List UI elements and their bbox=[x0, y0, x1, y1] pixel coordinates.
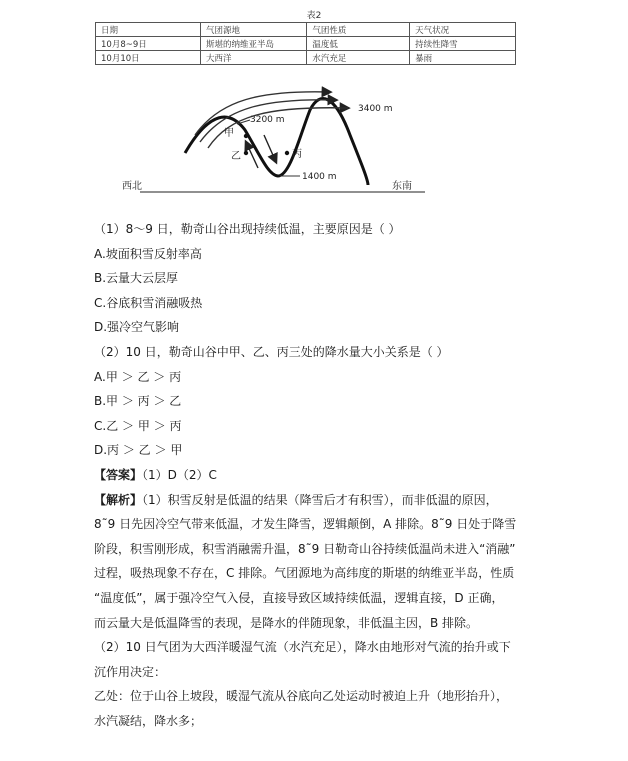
q1-option-b: B.云量大云层厚 bbox=[94, 271, 179, 286]
table-row bbox=[96, 37, 516, 51]
q2-option-d: D.丙 ＞ 乙 ＞ 甲 bbox=[94, 443, 183, 458]
table-cell: 水汽充足 bbox=[307, 51, 410, 65]
q1-option-a: A.坡面积雪反射率高 bbox=[94, 246, 202, 261]
question-body bbox=[94, 217, 540, 733]
analysis-line: “温度低”，属于强冷空气入侵，直接导致区域持续低温，逻辑直接，D 正确， bbox=[94, 590, 504, 605]
airflow-arrow bbox=[246, 142, 258, 168]
analysis-label: 【解析】 bbox=[94, 492, 143, 507]
table-cell: 温度低 bbox=[307, 37, 410, 51]
q1-stem: （1）8～9 日，勒奇山谷出现持续低温，主要原因是（ ） bbox=[94, 222, 401, 236]
analysis-line: 水汽凝结，降水多； bbox=[94, 713, 203, 728]
q1-option-c: C.谷底积雪消融吸热 bbox=[94, 295, 203, 310]
label-3400: 3400 m bbox=[358, 104, 393, 114]
label-northwest: 西北 bbox=[122, 181, 142, 192]
label-bing: 丙 bbox=[292, 149, 302, 160]
q2-option-a: A.甲 ＞ 乙 ＞ 丙 bbox=[94, 369, 182, 384]
analysis-line: （2）10 日气团为大西洋暖湿气流（水汽充足），降水由地形对气流的抬升或下 bbox=[94, 640, 511, 655]
analysis-line: 沉作用决定： bbox=[94, 664, 167, 679]
q2-option-b: B.甲 ＞ 丙 ＞ 乙 bbox=[94, 394, 182, 409]
analysis-text: （1）积雪反射是低温的结果（降雪后才有积雪），而非低温的原因， bbox=[142, 492, 498, 507]
analysis-line: 8˜9 日先因冷空气带来低温，才发生降雪，逻辑颠倒，A 排除。8˜9 日处于降雪 bbox=[94, 517, 517, 532]
label-jia: 甲 bbox=[224, 128, 234, 139]
table-cell: 大西洋 bbox=[200, 51, 306, 65]
table-cell: 日期 bbox=[96, 23, 201, 37]
airflow-arrow bbox=[264, 135, 276, 162]
analysis-line bbox=[94, 488, 540, 513]
point-jia bbox=[244, 134, 248, 138]
q2-stem: （2）10 日，勒奇山谷中甲、乙、丙三处的降水量大小关系是（ ） bbox=[94, 344, 449, 359]
table-cell: 斯堪的纳维亚半岛 bbox=[200, 37, 306, 51]
answer-label: 【答案】 bbox=[94, 467, 143, 482]
label-southeast: 东南 bbox=[392, 181, 412, 192]
table-row bbox=[96, 51, 516, 65]
analysis-line: 乙处：位于山谷上坡段，暖湿气流从谷底向乙处运动时被迫上升（地形抬升）， bbox=[94, 689, 509, 704]
table-cell: 气团性质 bbox=[307, 23, 410, 37]
valley-airflow-diagram bbox=[100, 80, 460, 200]
table-cell: 天气状况 bbox=[410, 23, 516, 37]
answer-line bbox=[94, 463, 540, 488]
label-1400: 1400 m bbox=[302, 172, 337, 182]
q2-option-c: C.乙 ＞ 甲 ＞ 丙 bbox=[94, 418, 182, 433]
table-caption: 表2 bbox=[306, 11, 322, 21]
table-cell: 10月10日 bbox=[96, 51, 201, 65]
analysis-line: 过程，吸热现象不存在，C 排除。气团源地为高纬度的斯堪的纳维亚半岛，性质 bbox=[94, 566, 515, 581]
table-cell: 暴雨 bbox=[410, 51, 516, 65]
point-bing bbox=[285, 151, 289, 155]
point-yi bbox=[244, 151, 248, 155]
table-row bbox=[96, 23, 516, 37]
analysis-line: 阶段，积雪刚形成，积雪消融需升温，8˜9 日勒奇山谷持续低温尚未进入“消融” bbox=[94, 541, 516, 556]
answer-text: （1）D（2）C bbox=[142, 467, 217, 482]
analysis-line: 而云量大是低温降雪的表现，是降水的伴随现象，非低温主因，B 排除。 bbox=[94, 615, 479, 630]
table-cell: 持续性降雪 bbox=[410, 37, 516, 51]
label-yi: 乙 bbox=[231, 151, 241, 162]
q1-option-d: D.强冷空气影响 bbox=[94, 320, 180, 335]
label-3200: 3200 m bbox=[250, 115, 285, 125]
weather-table bbox=[95, 22, 516, 65]
table-cell: 气团源地 bbox=[200, 23, 306, 37]
table-cell: 10月8~9日 bbox=[96, 37, 201, 51]
